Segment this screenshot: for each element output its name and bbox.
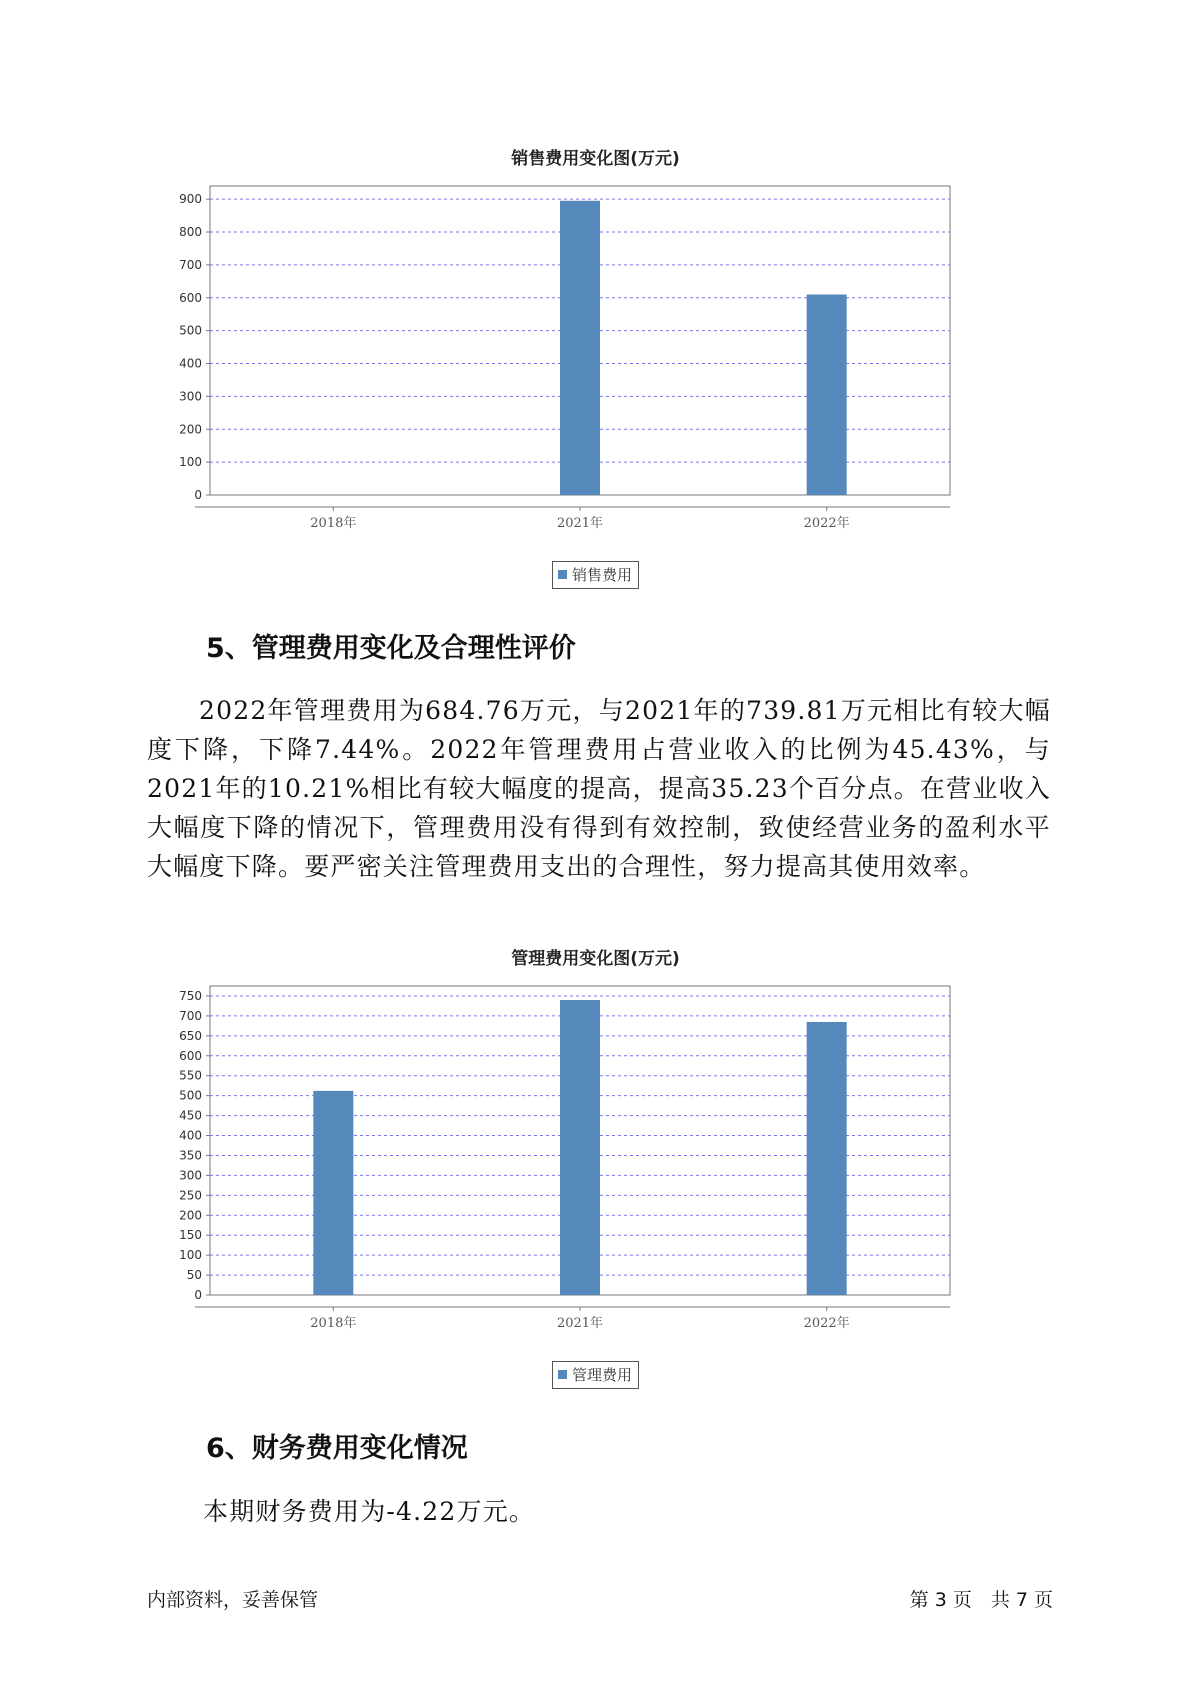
- chart1-legend-label: 销售费用: [572, 566, 633, 584]
- y-tick-label: 700: [179, 257, 202, 272]
- y-tick-label: 900: [179, 192, 202, 207]
- chart2-legend-label: 管理费用: [572, 1366, 633, 1384]
- y-tick-label: 0: [194, 1288, 202, 1302]
- bar-2021年: [560, 201, 600, 495]
- y-tick-label: 100: [179, 455, 202, 470]
- y-tick-label: 550: [179, 1068, 202, 1083]
- admin-expense-chart-svg: [150, 972, 1030, 1331]
- footer-page-number: 第 3 页 共 7 页: [909, 1589, 1053, 1611]
- chart2-title: 管理费用变化图(万元): [511, 949, 680, 969]
- chart2-legend: [552, 1361, 639, 1389]
- section5-paragraph: 2022年管理费用为684.76万元，与2021年的739.81万元相比有较大幅度下降，下降7.44%。2022年管理费用占营业收入的比例为45.43%，与2021年的10.21%相比有较大幅度的提高，提高35.23个百分点。在营业收入大幅度下降的情况下，管理费用没有得到有效控制，致使经营业务的盈利水平大幅度下降。要严密关注管理费用支出的合理性，努力提高其使用效率。: [147, 696, 1051, 881]
- x-tick-label: 2021年: [556, 516, 604, 531]
- y-tick-label: 800: [179, 225, 202, 240]
- footer-confidential-note: 内部资料，妥善保管: [147, 1589, 319, 1611]
- chart1-legend: [552, 561, 639, 589]
- x-tick-label: 2018年: [310, 1316, 357, 1331]
- x-tick-label: 2018年: [310, 516, 357, 531]
- y-tick-label: 50: [186, 1268, 202, 1283]
- bar-2021年: [560, 1000, 600, 1295]
- x-tick-label: 2022年: [803, 516, 850, 531]
- bar-2018年: [313, 1091, 353, 1295]
- y-tick-label: 0: [194, 488, 202, 502]
- y-tick-label: 100: [179, 1248, 202, 1263]
- y-tick-label: 250: [179, 1188, 202, 1203]
- y-tick-label: 350: [179, 1148, 202, 1163]
- admin-expense-chart: [150, 972, 1030, 1331]
- y-tick-label: 700: [179, 1008, 202, 1023]
- bar-2022年: [807, 294, 847, 495]
- x-tick-label: 2021年: [556, 1316, 604, 1331]
- sales-expense-chart-svg: [150, 172, 1030, 531]
- y-tick-label: 200: [179, 422, 202, 437]
- y-tick-label: 200: [179, 1208, 202, 1223]
- y-tick-label: 750: [179, 988, 202, 1003]
- chart1-title: 销售费用变化图(万元): [511, 149, 680, 169]
- y-tick-label: 600: [179, 1048, 202, 1063]
- bar-2022年: [807, 1022, 847, 1295]
- section5-heading: 5、管理费用变化及合理性评价: [206, 633, 576, 664]
- y-tick-label: 300: [179, 389, 202, 404]
- y-tick-label: 450: [179, 1108, 202, 1123]
- y-tick-label: 400: [179, 356, 202, 371]
- section6-paragraph: 本期财务费用为-4.22万元。: [203, 1497, 536, 1526]
- y-tick-label: 650: [179, 1028, 202, 1043]
- legend-swatch: [558, 1370, 567, 1379]
- y-tick-label: 300: [179, 1168, 202, 1183]
- x-tick-label: 2022年: [803, 1316, 850, 1331]
- section6-heading: 6、财务费用变化情况: [206, 1433, 468, 1464]
- legend-swatch: [558, 570, 567, 579]
- y-tick-label: 500: [179, 323, 202, 338]
- sales-expense-chart: [150, 172, 1030, 531]
- y-tick-label: 400: [179, 1128, 202, 1143]
- y-tick-label: 150: [179, 1228, 202, 1243]
- y-tick-label: 600: [179, 290, 202, 305]
- y-tick-label: 500: [179, 1088, 202, 1103]
